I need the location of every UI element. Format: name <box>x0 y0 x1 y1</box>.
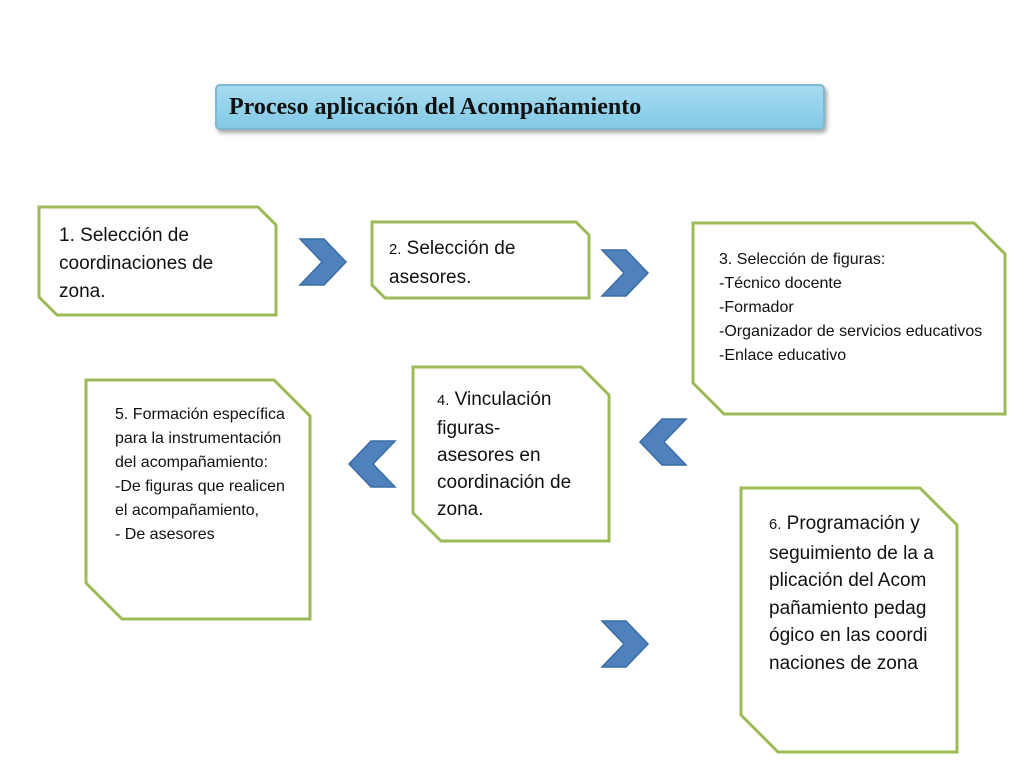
step-4-label: Vinculación figuras-asesores en coordinación de zona. <box>437 389 572 520</box>
chevron-right-icon <box>598 247 650 299</box>
step-4-card <box>411 365 611 543</box>
step-2-card <box>370 220 591 300</box>
chevron-left-icon <box>347 438 399 490</box>
step-3-heading-row <box>719 248 989 272</box>
step-3-card <box>691 221 1007 416</box>
step-6-text <box>769 510 934 677</box>
step-5-card <box>84 378 312 621</box>
diagram-title: Proceso aplicación del Acompañamiento <box>229 93 642 120</box>
chevron-right-icon <box>296 236 348 288</box>
diagram-title-box <box>215 84 825 130</box>
step-5-number: 5. <box>115 406 129 423</box>
step-2-text <box>389 235 569 291</box>
step-6-card <box>739 486 959 754</box>
step-1-card <box>37 205 278 317</box>
step-3-number: 3. <box>719 251 733 268</box>
step-1-text <box>59 222 264 306</box>
step-4-number: 4. <box>437 393 450 409</box>
step-4-text <box>437 386 577 523</box>
step-5-item: - De asesores <box>115 526 215 543</box>
step-3-item: -Enlace educativo <box>719 347 847 364</box>
step-5-text <box>115 403 287 547</box>
step-6-number: 6. <box>769 517 782 533</box>
step-6-label: Programación y seguimiento de la aplicación del Acompañamiento pedagógico en las coordinaciones de zona <box>769 513 934 674</box>
step-3-item: -Organizador de servicios educativos <box>719 323 983 340</box>
chevron-right-icon <box>598 618 650 670</box>
step-3-text <box>719 248 989 368</box>
step-2-label: Selección de asesores. <box>389 238 516 288</box>
step-3-heading: Selección de figuras: <box>736 251 886 268</box>
step-2-number: 2. <box>389 242 402 258</box>
step-5-item: -De figuras que realicen el acompañamiento, <box>115 478 285 519</box>
step-1-label: Selección de coordinaciones de zona. <box>59 225 214 302</box>
step-1-number: 1. <box>59 225 75 246</box>
step-5-heading: Formación específica para la instrumentación del acompañamiento: <box>115 406 285 471</box>
chevron-left-icon <box>638 416 690 468</box>
step-3-item: -Formador <box>719 299 794 316</box>
step-3-item: -Técnico docente <box>719 275 842 292</box>
